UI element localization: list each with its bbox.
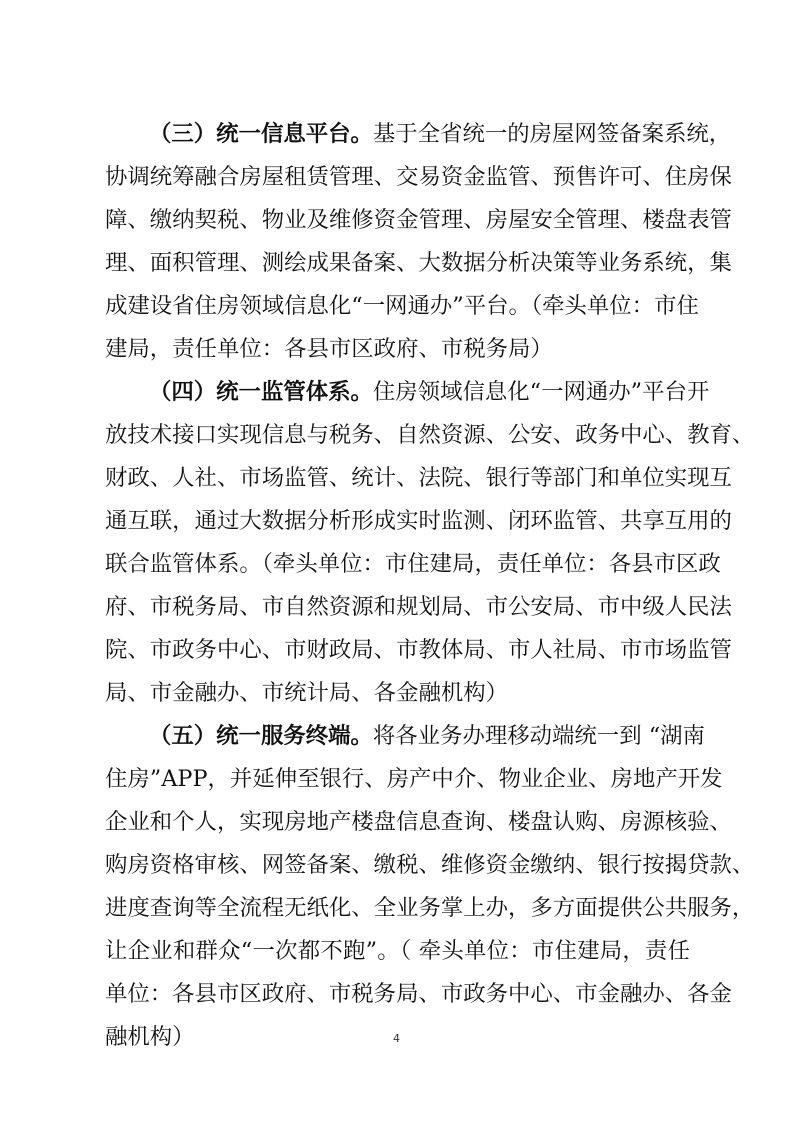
section-5-line-5: 进度查询等全流程无纸化、全业务掌上办，多方面提供公共服务， (105, 895, 755, 921)
section-3-line-2: 协调统筹融合房屋租赁管理、交易资金监管、预售许可、住房保 (105, 164, 732, 190)
section-5-line-6: 让企业和群众“一次都不跑”。（ 牵头单位：市住建局，责任 (105, 938, 690, 964)
section-3-line-5: 成建设省住房领域信息化“一网通办”平台。（牵头单位：市住 (105, 293, 699, 319)
body-text (105, 113, 755, 1059)
section-4-line-5: 联合监管体系。（牵头单位：市住建局，责任单位：各县市区政 (105, 551, 721, 577)
section-4-paragraph (105, 371, 755, 715)
section-4-line-8: 局、市金融办、市统计局、各金融机构） (105, 680, 509, 706)
section-4-line-6: 府、市税务局、市自然资源和规划局、市公安局、市中级人民法 (105, 594, 732, 620)
section-5-line-1: （五）统一服务终端。将各业务办理移动端统一到 “湖南 (149, 723, 705, 749)
section-5-line-4: 购房资格审核、网签备案、缴税、维修资金缴纳、银行按揭贷款、 (105, 852, 755, 878)
section-4-line-2: 放技术接口实现信息与税务、自然资源、公安、政务中心、教育、 (105, 422, 755, 448)
section-3-line-3: 障、缴纳契税、物业及维修资金管理、房屋安全管理、楼盘表管 (105, 207, 732, 233)
section-5-line-8: 融机构） (105, 1024, 195, 1050)
section-3-line-4: 理、面积管理、测绘成果备案、大数据分析决策等业务系统，集 (105, 250, 732, 276)
section-3-line-1: （三）统一信息平台。基于全省统一的房屋网签备案系统， (149, 121, 732, 147)
section-5-line-2: 住房”APP，并延伸至银行、房产中介、物业企业、房地产开发 (105, 766, 723, 792)
section-5-heading: （五）统一服务终端。 (149, 723, 373, 749)
section-3-heading: （三）统一信息平台。 (149, 121, 373, 147)
section-4-heading: （四）统一监管体系。 (149, 379, 373, 405)
section-5-paragraph (105, 715, 755, 1059)
section-3-paragraph (105, 113, 732, 371)
section-4-line-7: 院、市政务中心、市财政局、市教体局、市人社局、市市场监管 (105, 637, 732, 663)
section-4-line-1: （四）统一监管体系。住房领域信息化“一网通办”平台开 (149, 379, 710, 405)
section-5-line-3: 企业和个人，实现房地产楼盘信息查询、楼盘认购、房源核验、 (105, 809, 732, 835)
page-number: 4 (393, 1032, 400, 1045)
section-4-line-4: 通互联，通过大数据分析形成实时监测、闭环监管、共享互用的 (105, 508, 732, 534)
section-5-line-7: 单位：各县市区政府、市税务局、市政务中心、市金融办、各金 (105, 981, 732, 1007)
section-4-line-3: 财政、人社、市场监管、统计、法院、银行等部门和单位实现互 (105, 465, 732, 491)
section-3-line-6: 建局，责任单位：各县市区政府、市税务局） (105, 336, 553, 362)
